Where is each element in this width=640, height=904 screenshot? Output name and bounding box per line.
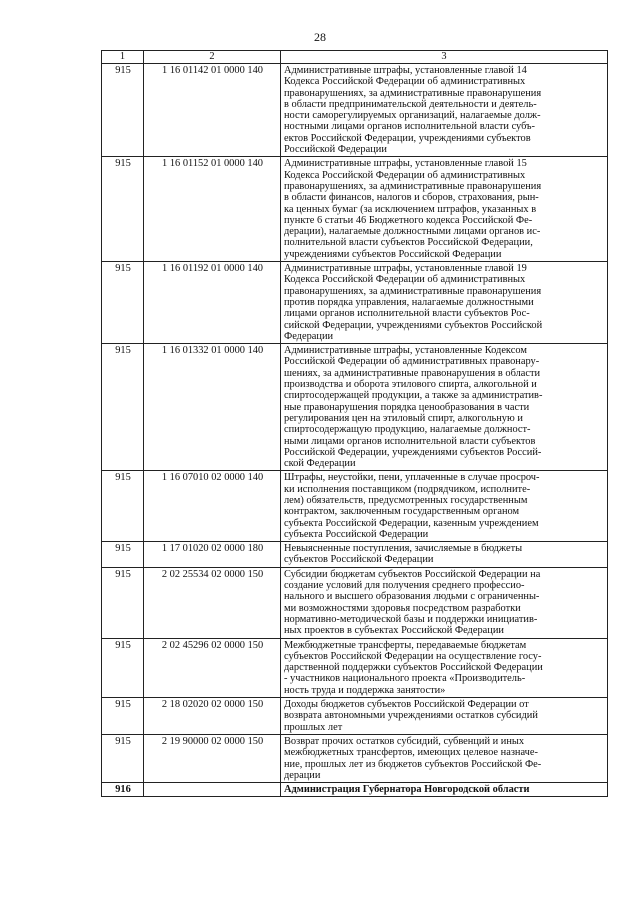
header-cell-3: 3 (281, 51, 608, 64)
table-row (102, 734, 608, 782)
admin-code-cell: 915 (102, 567, 144, 638)
description-line: шениях, за административные правонарушения в области (284, 367, 541, 379)
description-line: ектов Российской Федерации, учреждениями субъектов (284, 132, 531, 144)
description-line: спиртосодержащую продукцию, налагаемые должност- (284, 424, 531, 436)
description-line: ской Федерации (284, 458, 356, 470)
description-cell (281, 157, 608, 262)
description-line: нормативно-методической базы и поддержки инициатив- (284, 613, 538, 625)
description-line: правонарушениях, за административные правонарушения (284, 285, 542, 297)
budget-code-cell: 1 16 07010 02 0000 140 (144, 471, 281, 542)
description-cell (281, 344, 608, 471)
budget-code-cell: 1 16 01192 01 0000 140 (144, 262, 281, 344)
description-line: прошлых лет (284, 721, 343, 733)
description-line: Административные штрафы, установленные главой 14 (284, 65, 527, 76)
description-cell (281, 698, 608, 735)
admin-code-cell: 915 (102, 542, 144, 568)
description-line: Кодекса Российской Федерации об административных (284, 76, 526, 88)
description-line: Штрафы, неустойки, пени, уплаченные в случае просроч- (284, 472, 540, 484)
description-line: сийской Федерации, учреждениями субъектов Российской (284, 319, 543, 331)
description-cell (281, 734, 608, 782)
budget-code-cell: 2 19 90000 02 0000 150 (144, 734, 281, 782)
admin-code-cell: 915 (102, 262, 144, 344)
description-line: Возврат прочих остатков субсидий, субвенций и иных (284, 735, 525, 747)
budget-classification-table (101, 50, 608, 797)
budget-code-cell: 1 17 01020 02 0000 180 (144, 542, 281, 568)
description-line: лицами органов исполнительной власти субъектов Рос- (284, 308, 530, 320)
description-line: Федерации (284, 330, 334, 342)
admin-code-cell: 915 (102, 698, 144, 735)
description-line: нального и высшего образования людьми с ограниченны- (284, 591, 540, 603)
description-line: в области финансов, налогов и сборов, страхования, рын- (284, 192, 539, 204)
description-line: дерации (284, 769, 321, 781)
description-line: возврата автономными учреждениями остатков субсидий (284, 710, 538, 722)
table-row (102, 567, 608, 638)
description-line: против порядка управления, налагаемые должностными (284, 296, 534, 308)
description-line: ности саморегулируемых организаций, налагаемые долж- (284, 110, 541, 122)
description-cell (281, 638, 608, 697)
description-cell (281, 262, 608, 344)
description-line: контрактом, заключенным государственным органом (284, 506, 520, 518)
description-cell (281, 542, 608, 568)
description-line: Субсидии бюджетам субъектов Российской Федерации на (284, 568, 541, 580)
page-number: 28 (314, 30, 326, 44)
description-line: Администрация Губернатора Новгородской области (284, 784, 530, 796)
description-line: Невыясненные поступления, зачисляемые в бюджеты (284, 543, 523, 555)
table-row (102, 783, 608, 797)
description-line: ностными лицами органов исполнительной власти субъ- (284, 121, 535, 133)
admin-code-cell: 915 (102, 344, 144, 471)
description-line: Административные штрафы, установленные Кодексом (284, 345, 527, 357)
description-line: Кодекса Российской Федерации об административных (284, 169, 526, 181)
description-cell (281, 783, 608, 797)
description-line: ными лицами органов исполнительной власти субъектов (284, 435, 536, 447)
admin-code-cell: 915 (102, 734, 144, 782)
description-line: ка ценных бумаг (за исключением штрафов, указанных в (284, 203, 537, 215)
description-line: ми возможностями здоровья посредством разработки (284, 602, 521, 614)
admin-code-cell: 915 (102, 64, 144, 157)
budget-code-cell: 1 16 01152 01 0000 140 (144, 157, 281, 262)
description-line: учреждениями субъектов Российской Федерации (284, 248, 502, 260)
budget-code-cell: 1 16 01332 01 0000 140 (144, 344, 281, 471)
table-row (102, 64, 608, 157)
budget-code-cell: 2 18 02020 02 0000 150 (144, 698, 281, 735)
description-line: субъектов Российской Федерации (284, 554, 434, 566)
table-row (102, 262, 608, 344)
description-line: Административные штрафы, установленные главой 19 (284, 263, 527, 275)
description-line: полнительной власти субъектов Российской Федерации, (284, 237, 533, 249)
header-cell-2: 2 (144, 51, 281, 64)
header-cell-1: 1 (102, 51, 144, 64)
description-line: дарственной поддержки субъектов Российской Федерации (284, 662, 543, 674)
admin-code-cell: 915 (102, 638, 144, 697)
description-line: дерации), налагаемые должностными лицами органов ис- (284, 226, 541, 238)
description-line: межбюджетных трансфертов, имеющих целевое назначе- (284, 747, 538, 759)
budget-code-cell: 2 02 45296 02 0000 150 (144, 638, 281, 697)
description-line: ных проектов в субъектах Российской Федерации (284, 625, 504, 637)
table-body (102, 51, 608, 797)
description-line: Российской Федерации об административных правонару- (284, 356, 540, 368)
table-row (102, 344, 608, 471)
description-line: ние, прошлых лет из бюджетов субъектов Российской Фе- (284, 758, 542, 770)
description-line: Кодекса Российской Федерации об административных (284, 274, 526, 286)
table-row (102, 157, 608, 262)
description-line: лем) обязательств, предусмотренных государственным (284, 494, 528, 506)
budget-code-cell: 2 02 25534 02 0000 150 (144, 567, 281, 638)
admin-code-cell: 916 (102, 783, 144, 797)
description-cell (281, 567, 608, 638)
description-cell (281, 471, 608, 542)
description-line: правонарушениях, за административные правонарушения (284, 87, 542, 99)
admin-code-cell: 915 (102, 471, 144, 542)
description-line: Российской Федерации (284, 144, 387, 156)
budget-code-cell: 1 16 01142 01 0000 140 (144, 64, 281, 157)
table-row (102, 542, 608, 568)
description-line: субъектов Российской Федерации на осуществление госу- (284, 650, 542, 662)
description-line: в области предпринимательской деятельности и деятель- (284, 98, 537, 110)
table-row (102, 698, 608, 735)
admin-code-cell: 915 (102, 157, 144, 262)
description-line: ность труда и поддержка занятости» (284, 684, 446, 696)
description-line: субъекта Российской Федерации, казенным учреждением (284, 517, 539, 529)
description-line: производства и оборота этилового спирта, алкогольной и (284, 379, 537, 391)
table-header-row (102, 51, 608, 64)
budget-code-cell (144, 783, 281, 797)
description-line: пункте 6 статьи 46 Бюджетного кодекса Российской Фе- (284, 214, 533, 226)
description-line: Российской Федерации, учреждениями субъектов Россий- (284, 446, 542, 458)
description-line: - участников национального проекта «Производитель- (284, 673, 526, 685)
table-row (102, 638, 608, 697)
description-line: спиртосодержащей продукции, а также за административ- (284, 390, 543, 402)
description-line: Межбюджетные трансферты, передаваемые бюджетам (284, 639, 527, 651)
description-line: Доходы бюджетов субъектов Российской Федерации от (284, 699, 529, 711)
description-line: правонарушениях, за административные правонарушения (284, 180, 542, 192)
table-row (102, 471, 608, 542)
description-line: Административные штрафы, установленные главой 15 (284, 158, 527, 170)
description-line: регулирования цен на этиловый спирт, алкогольную и (284, 412, 523, 424)
description-cell (281, 64, 608, 157)
description-line: создание условий для получения среднего профессио- (284, 580, 525, 592)
description-line: субъекта Российской Федерации (284, 528, 429, 540)
description-line: ки исполнения поставщиком (подрядчиком, исполните- (284, 483, 531, 495)
description-line: ные правонарушения порядка ценообразования в части (284, 401, 530, 413)
